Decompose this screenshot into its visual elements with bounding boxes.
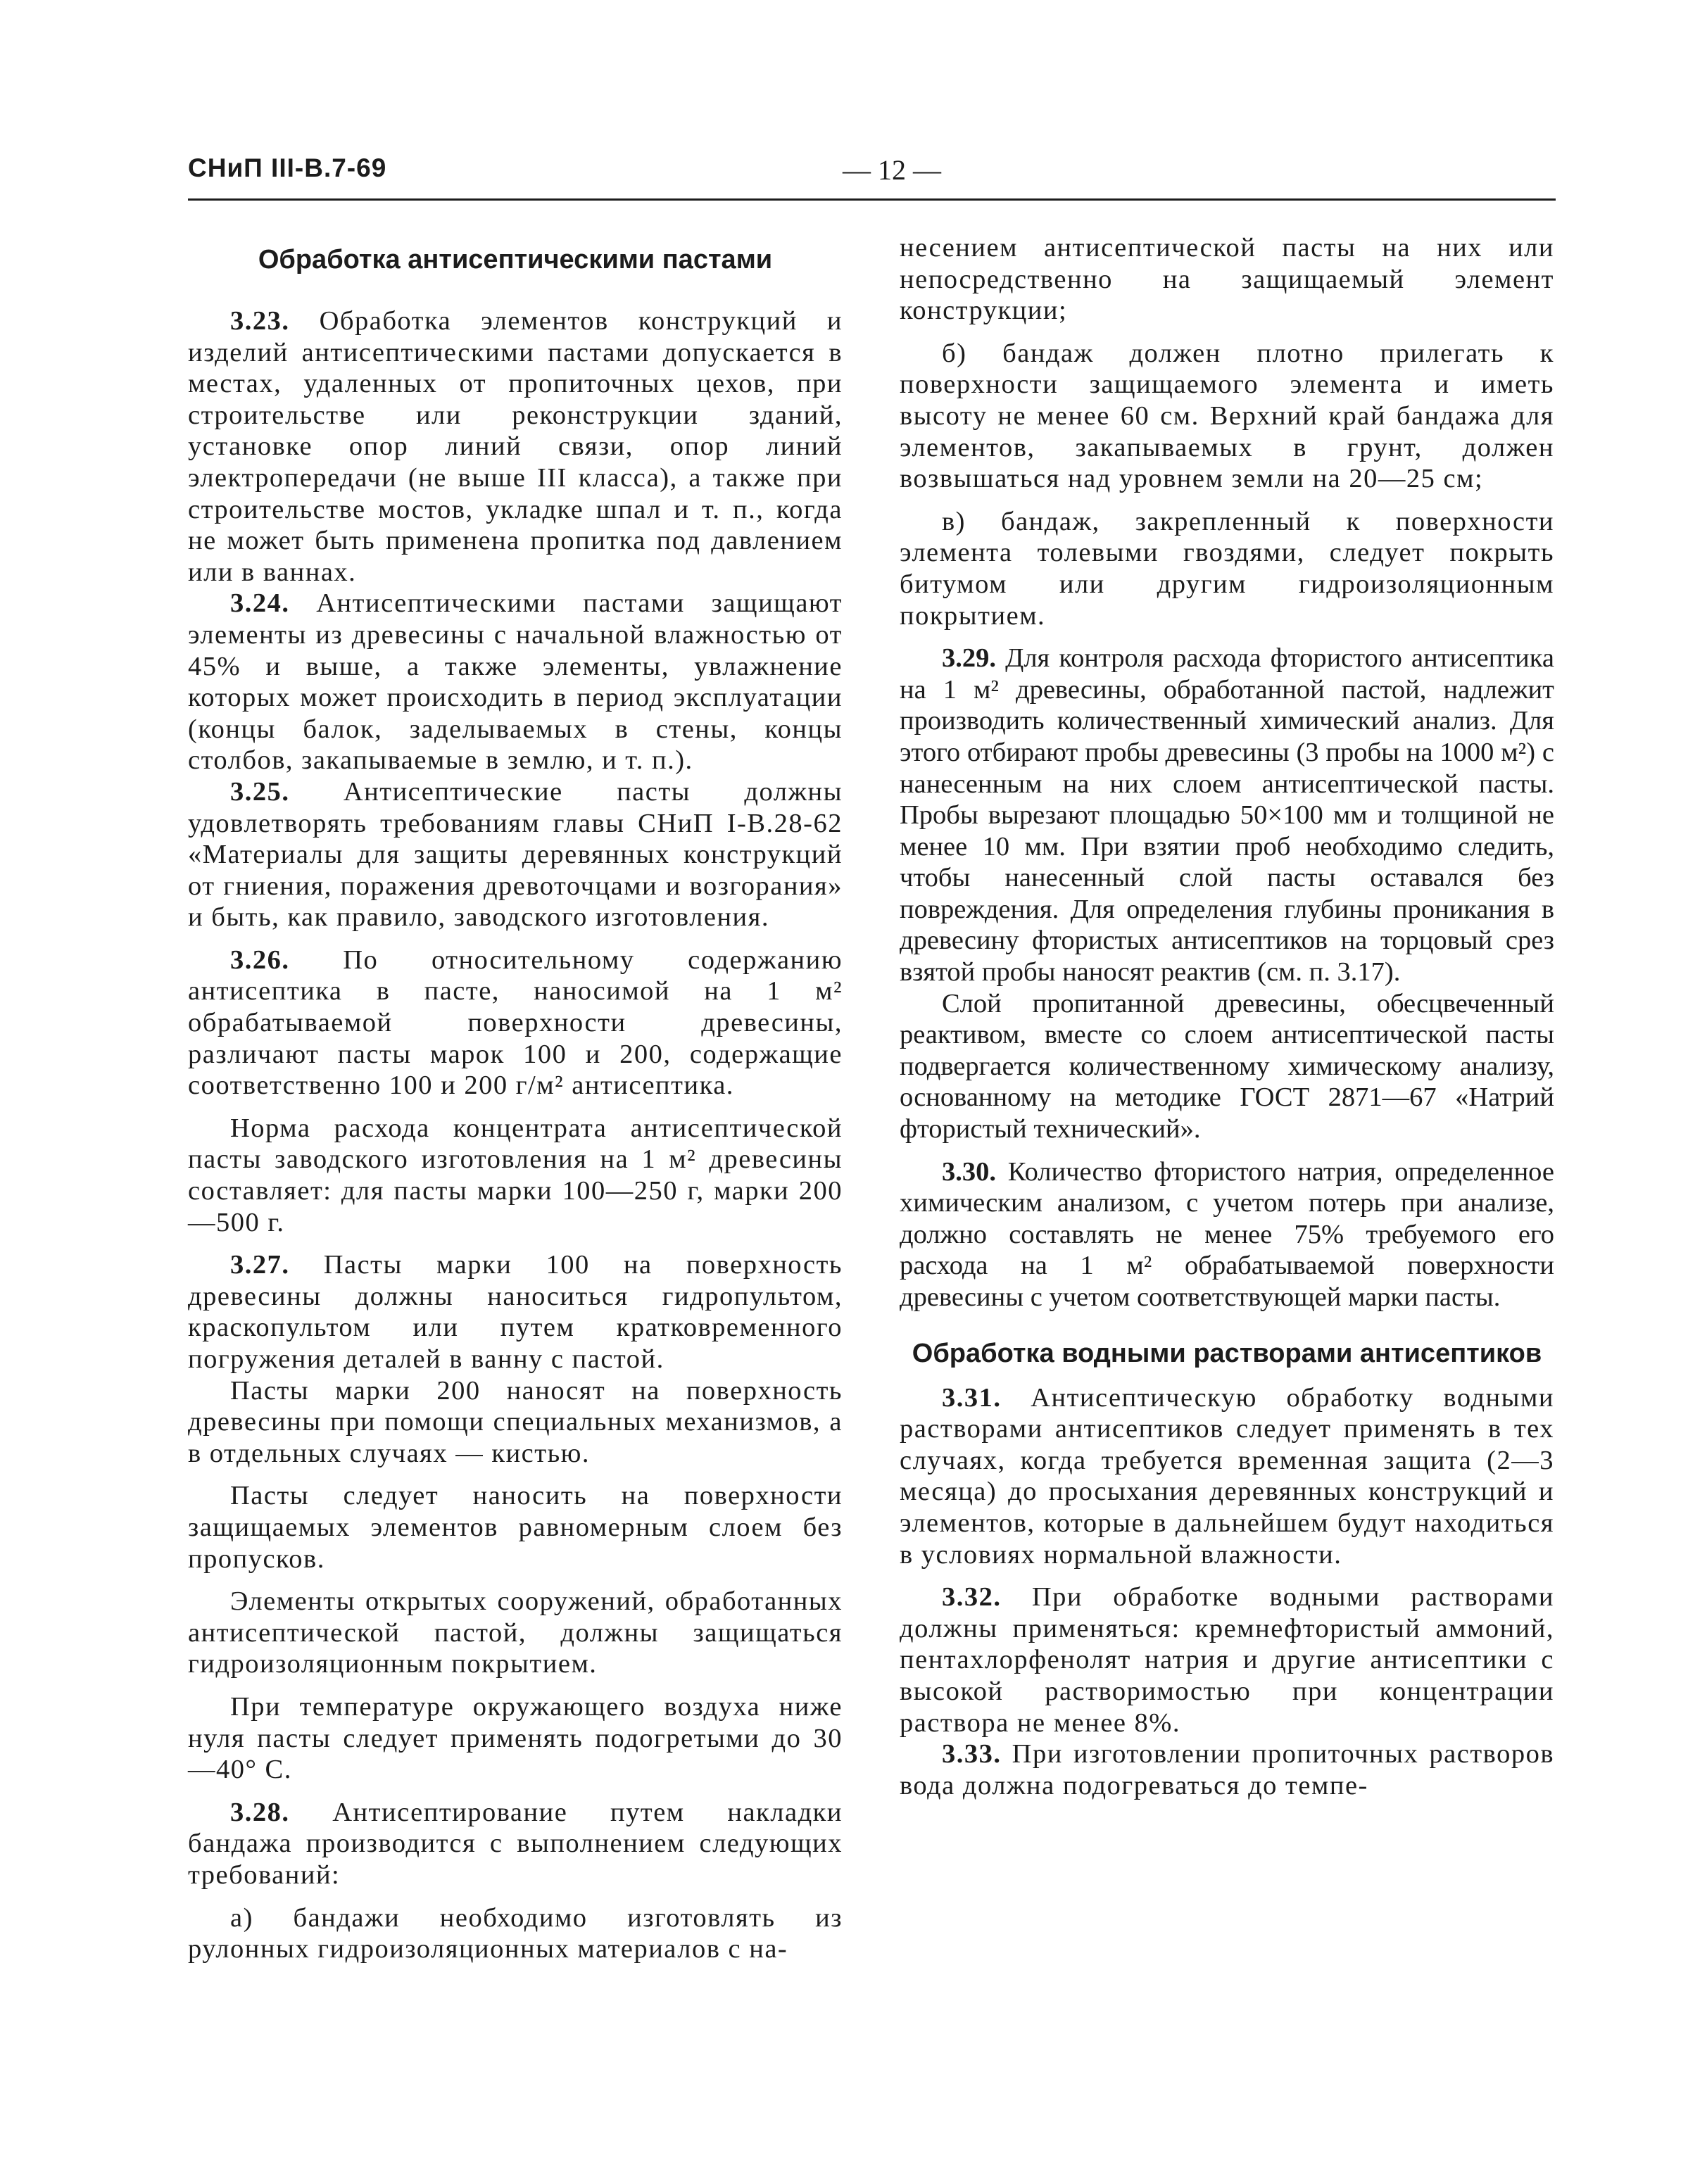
clause-text: По относительному содержанию антисептика в пасте, наносимой на 1 м² обрабатываемой поверхности древесины, различают пасты марок 100 и 200, содержащие соответственно 100 и 200 г/м² антисептика. <box>188 945 843 1101</box>
document-code: СНиП III-В.7-69 <box>188 153 387 182</box>
paragraph-low-temperature <box>188 1691 843 1786</box>
clause-number: 3.33. <box>942 1739 1002 1769</box>
clause-text: б) бандаж должен плотно прилегать к поверхности защищаемого элемента и иметь высоту не менее 60 см. Верхний край бандажа для элементов, закапываемых в грунт, должен возвышаться над уровнем земли на 20—25 см; <box>900 338 1554 494</box>
clause-text: Антисептирование путем накладки бандажа производится с выполнением следующих требований: <box>188 1797 843 1890</box>
paragraph-paste-application <box>188 1480 843 1574</box>
clause-number: 3.28. <box>230 1797 290 1827</box>
clause-number: 3.24. <box>230 588 290 619</box>
clause-number: 3.25. <box>230 776 290 807</box>
clause-number: 3.27. <box>230 1250 290 1280</box>
paragraph-3-23 <box>188 305 843 588</box>
clause-text: Пасты следует наносить на поверхности защищаемых элементов равномерным слоем без пропусков. <box>188 1481 843 1574</box>
paragraph-3-27 <box>188 1249 843 1375</box>
paragraph-paste-200 <box>188 1375 843 1470</box>
section-heading-water-solutions: Обработка водными растворами антисептиков <box>912 1338 1542 1368</box>
clause-number: 3.23. <box>230 306 290 336</box>
clause-text: Антисептические пасты должны удовлетворять требованиям главы СНиП I-В.28-62 «Материалы для защиты деревянных конструкций от гниения, поражения древоточцами и возгорания» и быть, как правило, заводского изготовления. <box>188 776 843 933</box>
clause-text: Для контроля расхода фтористого антисептика на 1 м² древесины, обработанной пастой, надлежит производить количественный химический анализ. Для этого отбирают пробы древесины (3 пробы на 1000 м²) с нанесенным на них слоем антисептической пасты. Пробы вырезают площадью 50×100 мм и толщиной не менее 10 мм. При взятии проб необходимо следить, чтобы нанесенный слой пасты оставался без повреждения. Для определения глубины проникания в древесину фтористых антисептиков на торцовый срез взятой пробы наносят реактив (см. п. 3.17). <box>900 643 1554 987</box>
paragraph-paste-norm <box>188 1113 843 1238</box>
paragraph-bandage-a-continued <box>900 232 1554 327</box>
paragraph-open-structures <box>188 1586 843 1680</box>
clause-text: несением антисептической пасты на них или непосредственно на защищаемый элемент конструкции; <box>900 233 1554 326</box>
clause-text: в) бандаж, закрепленный к поверхности элемента толевыми гвоздями, следует покрыть битумом или другим гидроизоляционным покрытием. <box>900 506 1554 631</box>
clause-text: Количество фтористого натрия, определенное химическим анализом, с учетом потерь при анализе, должно составлять не менее 75% требуемого его расхода на 1 м² обрабатываемой поверхности древесины с учетом соответствующей марки пасты. <box>900 1156 1554 1312</box>
paragraph-bandage-c <box>900 506 1554 631</box>
paragraph-3-25 <box>188 776 843 933</box>
paragraph-3-33 <box>900 1738 1554 1801</box>
clause-number: 3.32. <box>942 1582 1002 1612</box>
clause-text: Элементы открытых сооружений, обработанных антисептической пастой, должны защищаться гидроизоляционным покрытием. <box>188 1586 843 1679</box>
clause-number: 3.29. <box>942 643 996 674</box>
clause-number: 3.26. <box>230 945 290 975</box>
paragraph-3-24 <box>188 588 843 776</box>
paragraph-chemical-analysis <box>900 988 1554 1145</box>
page-number: — 12 — <box>843 154 941 186</box>
clause-text: Антисептическими пастами защищают элементы из древесины с начальной влажностью от 45% и выше, а также элементы, увлажнение которых может происходить в период эксплуатации (концы балок, заделываемых в стены, концы столбов, закапываемые в землю, и т. п.). <box>188 588 843 776</box>
paragraph-3-32 <box>900 1582 1554 1738</box>
paragraph-3-28 <box>188 1797 843 1891</box>
clause-text: Норма расхода концентрата антисептической пасты заводского изготовления на 1 м² древесины составляет: для пасты марки 100—250 г, марки 200—500 г. <box>188 1113 843 1237</box>
section-heading-pastes: Обработка антисептическими пастами <box>258 245 773 274</box>
right-column <box>900 232 1554 1801</box>
clause-text: При температуре окружающего воздуха ниже нуля пасты следует применять подогретыми до 30—40° С. <box>188 1691 843 1785</box>
clause-text: Обработка элементов конструкций и изделий антисептическими пастами допускается в местах, удаленных от пропиточных цехов, при строительстве или реконструкции зданий, установке опор линий связи, опор линий электропередачи (не выше III класса), а также при строительстве мостов, укладке шпал и т. п., когда не может быть применена пропитка под давлением или в ваннах. <box>188 306 843 587</box>
page-header <box>188 153 1556 201</box>
paragraph-bandage-b <box>900 338 1554 495</box>
clause-text: Пасты марки 200 наносят на поверхность древесины при помощи специальных механизмов, а в отдельных случаях — кистью. <box>188 1375 843 1468</box>
paragraph-3-26 <box>188 945 843 1102</box>
paragraph-3-30 <box>900 1156 1554 1313</box>
clause-text: При обработке водными растворами должны применяться: кремнефтористый аммоний, пентахлорфенолят натрия и другие антисептики с высокой растворимостью при концентрации раствора не менее 8%. <box>900 1582 1554 1738</box>
clause-text: Антисептическую обработку водными растворами антисептиков следует применять в тех случаях, когда требуется временная защита (2—3 месяца) до просыхания деревянных конструкций и элементов, которые в дальнейшем будут находиться в условиях нормальной влажности. <box>900 1382 1554 1570</box>
paragraph-3-29 <box>900 643 1554 988</box>
clause-text: Пасты марки 100 на поверхность древесины должны наноситься гидропультом, краскопультом или путем кратковременного погружения деталей в ванну с пастой. <box>188 1250 843 1374</box>
paragraph-bandage-a <box>188 1902 843 1965</box>
clause-number: 3.30. <box>942 1156 996 1187</box>
clause-text: а) бандажи необходимо изготовлять из рулонных гидроизоляционных материалов с на- <box>188 1902 843 1964</box>
clause-number: 3.31. <box>942 1382 1002 1413</box>
paragraph-3-31 <box>900 1382 1554 1571</box>
clause-text: При изготовлении пропиточных растворов вода должна подогреваться до темпе- <box>900 1739 1554 1800</box>
clause-text: Слой пропитанной древесины, обесцвеченный реактивом, вместе со слоем антисептической пасты подвергается количественному химическому анализу, основанному на методике ГОСТ 2871—67 «Натрий фтористый технический». <box>900 988 1554 1144</box>
left-column <box>188 232 843 1965</box>
